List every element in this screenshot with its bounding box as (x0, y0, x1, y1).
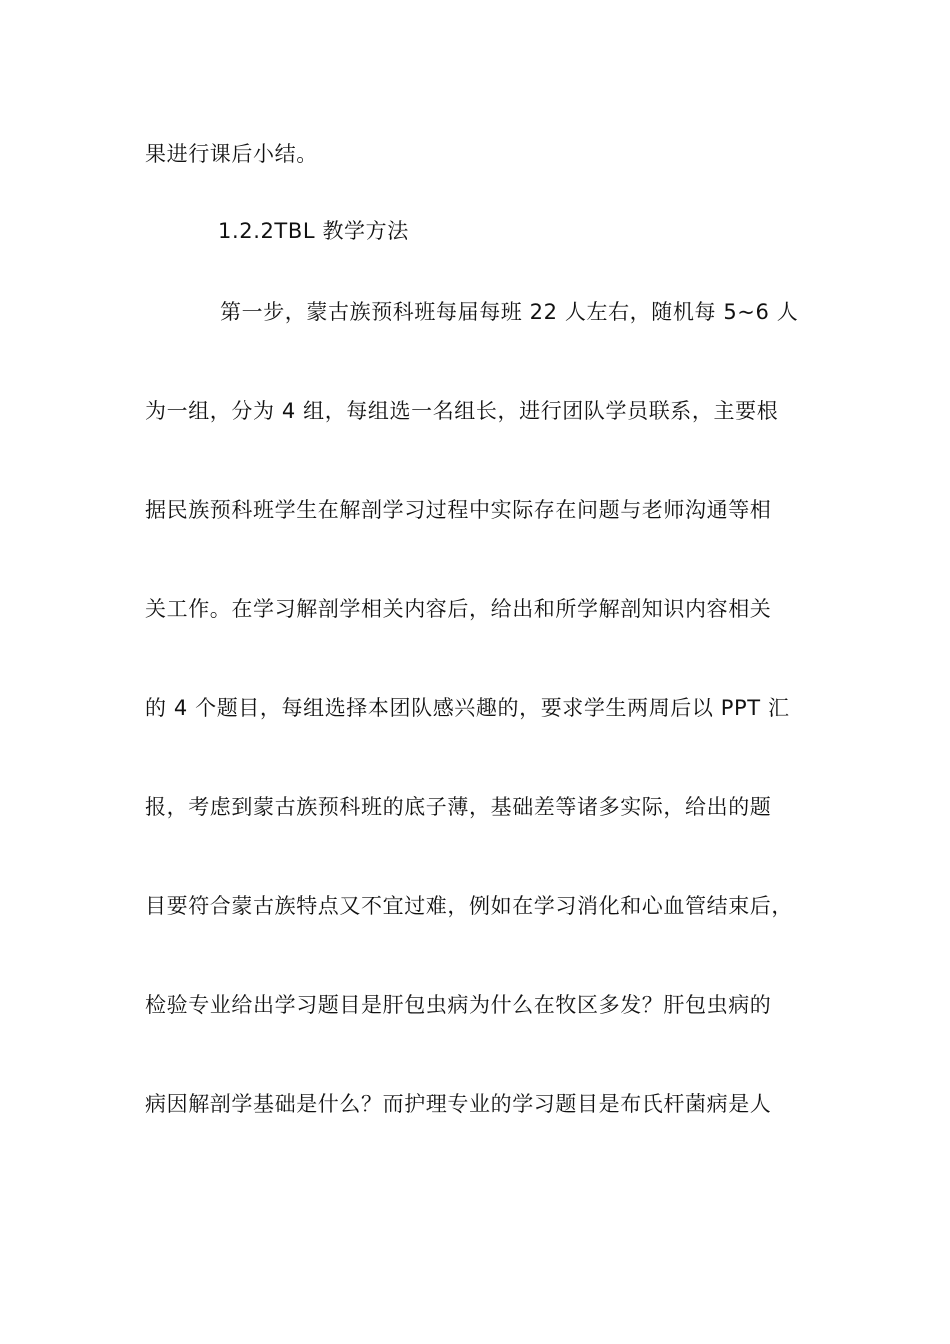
paragraph-line-7: 报，考虑到蒙古族预科班的底子薄，基础差等诸多实际，给出的题 (145, 795, 772, 819)
paragraph-line-8: 目要符合蒙古族特点又不宜过难，例如在学习消化和心血管结束后， (145, 894, 793, 918)
paragraph-line-4: 据民族预科班学生在解剖学习过程中实际存在问题与老师沟通等相 (145, 498, 772, 522)
section-heading: 1.2.2TBL 教学方法 (218, 219, 409, 243)
paragraph-line-1: 果进行课后小结。 (145, 142, 318, 166)
paragraph-line-10: 病因解剖学基础是什么？而护理专业的学习题目是布氏杆菌病是人 (145, 1092, 772, 1116)
paragraph-line-3: 为一组，分为 4 组，每组选一名组长，进行团队学员联系，主要根 (145, 399, 779, 423)
paragraph-line-5: 关工作。在学习解剖学相关内容后，给出和所学解剖知识内容相关 (145, 597, 772, 621)
paragraph-line-9: 检验专业给出学习题目是肝包虫病为什么在牧区多发？肝包虫病的 (145, 993, 772, 1017)
paragraph-line-2: 第一步，蒙古族预科班每届每班 22 人左右，随机每 5~6 人 (220, 300, 799, 324)
paragraph-line-6: 的 4 个题目，每组选择本团队感兴趣的，要求学生两周后以 PPT 汇 (145, 696, 790, 720)
